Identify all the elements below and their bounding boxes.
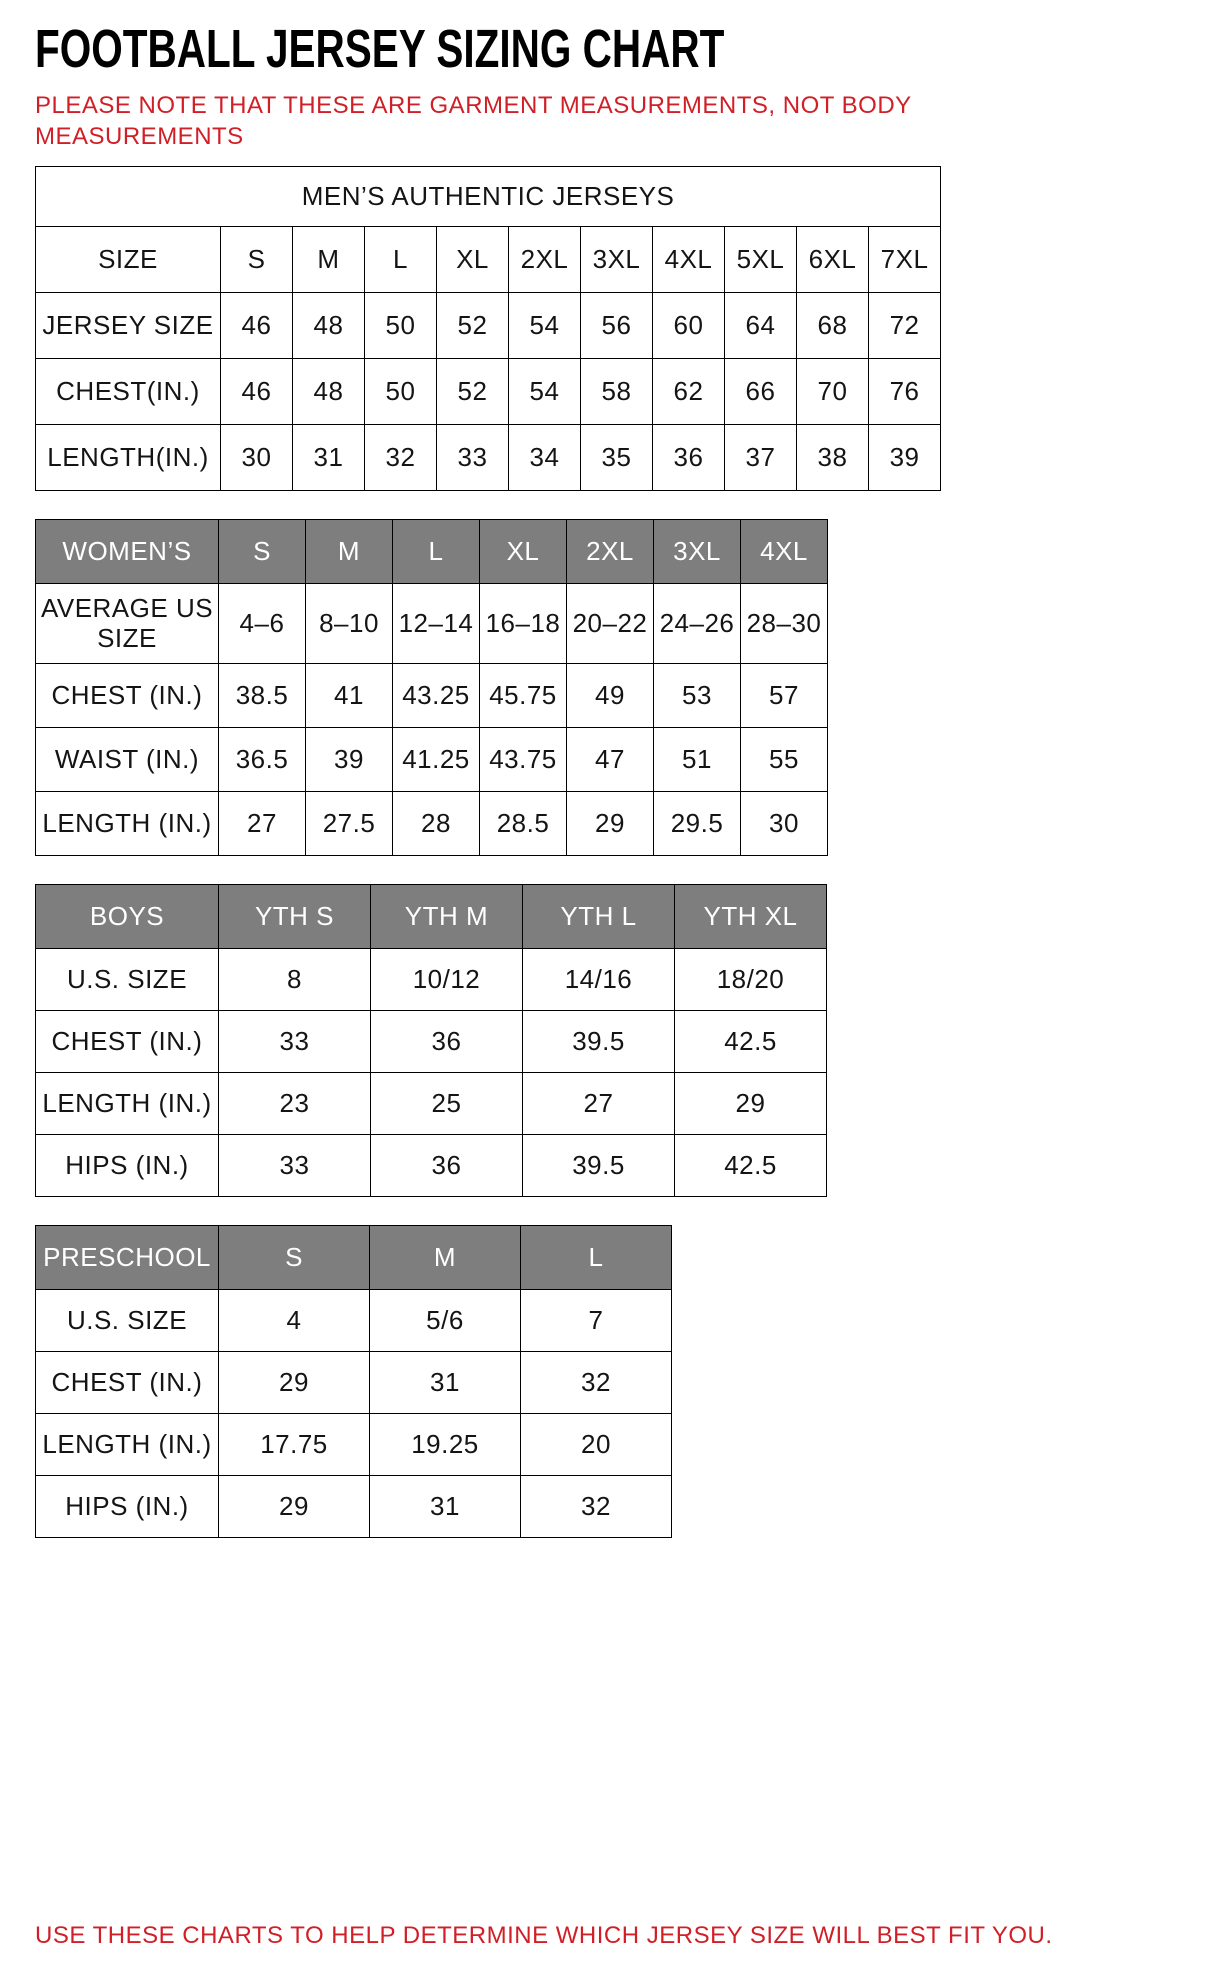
- size-cell: 50: [365, 293, 437, 359]
- column-header: 7XL: [869, 227, 941, 293]
- table-row: [36, 584, 828, 664]
- row-label: CHEST (IN.): [36, 1011, 219, 1073]
- preschool-sizing-table: [35, 1225, 672, 1538]
- mens-header-row: [36, 227, 941, 293]
- size-cell: 36: [653, 425, 725, 491]
- size-cell: 12–14: [393, 584, 480, 664]
- row-label: HIPS (IN.): [36, 1135, 219, 1197]
- size-cell: 39.5: [523, 1011, 675, 1073]
- size-cell: 51: [654, 728, 741, 792]
- size-cell: 36: [371, 1135, 523, 1197]
- column-header: M: [293, 227, 365, 293]
- table-row: [36, 1135, 827, 1197]
- column-header: L: [393, 520, 480, 584]
- size-cell: 66: [725, 359, 797, 425]
- size-cell: 7: [521, 1290, 672, 1352]
- size-cell: 27.5: [306, 792, 393, 856]
- size-cell: 25: [371, 1073, 523, 1135]
- size-cell: 36: [371, 1011, 523, 1073]
- row-label: WAIST (IN.): [36, 728, 219, 792]
- table-row: [36, 664, 828, 728]
- size-cell: 33: [219, 1135, 371, 1197]
- row-label: LENGTH (IN.): [36, 1414, 219, 1476]
- column-header: L: [365, 227, 437, 293]
- size-cell: 4–6: [219, 584, 306, 664]
- size-cell: 29: [567, 792, 654, 856]
- size-cell: 8–10: [306, 584, 393, 664]
- size-cell: 33: [437, 425, 509, 491]
- preschool-header-row: [36, 1226, 672, 1290]
- size-cell: 34: [509, 425, 581, 491]
- size-cell: 46: [221, 293, 293, 359]
- page-title: FOOTBALL JERSEY SIZING CHART: [35, 19, 725, 79]
- size-cell: 60: [653, 293, 725, 359]
- column-header: YTH XL: [675, 885, 827, 949]
- table-row: [36, 1414, 672, 1476]
- table-row: [36, 1352, 672, 1414]
- womens-sizing-table: [35, 519, 828, 856]
- size-cell: 27: [219, 792, 306, 856]
- size-cell: 68: [797, 293, 869, 359]
- column-header: 2XL: [509, 227, 581, 293]
- column-header: 4XL: [653, 227, 725, 293]
- table-row: [36, 1073, 827, 1135]
- table-row: [36, 728, 828, 792]
- size-cell: 36.5: [219, 728, 306, 792]
- mens-sizing-table: [35, 166, 941, 491]
- column-header: XL: [480, 520, 567, 584]
- row-label: LENGTH (IN.): [36, 792, 219, 856]
- size-cell: 35: [581, 425, 653, 491]
- size-cell: 8: [219, 949, 371, 1011]
- row-label: U.S. SIZE: [36, 1290, 219, 1352]
- size-cell: 30: [221, 425, 293, 491]
- size-cell: 39: [306, 728, 393, 792]
- table-row: [36, 425, 941, 491]
- size-cell: 39: [869, 425, 941, 491]
- size-cell: 33: [219, 1011, 371, 1073]
- column-header: S: [219, 520, 306, 584]
- size-cell: 42.5: [675, 1011, 827, 1073]
- column-header: XL: [437, 227, 509, 293]
- note-line-1: PLEASE NOTE THAT THESE ARE GARMENT MEASUREMENTS, NOT BODY: [35, 92, 912, 119]
- womens-header-row: [36, 520, 828, 584]
- column-header: S: [219, 1226, 370, 1290]
- size-cell: 28: [393, 792, 480, 856]
- row-label: CHEST(IN.): [36, 359, 221, 425]
- size-cell: 39.5: [523, 1135, 675, 1197]
- size-cell: 76: [869, 359, 941, 425]
- column-header: M: [370, 1226, 521, 1290]
- size-cell: 32: [521, 1352, 672, 1414]
- size-cell: 57: [741, 664, 828, 728]
- column-header: L: [521, 1226, 672, 1290]
- size-cell: 27: [523, 1073, 675, 1135]
- column-header: 2XL: [567, 520, 654, 584]
- column-header: 6XL: [797, 227, 869, 293]
- size-cell: 52: [437, 293, 509, 359]
- column-header: M: [306, 520, 393, 584]
- size-cell: 31: [370, 1476, 521, 1538]
- size-cell: 70: [797, 359, 869, 425]
- size-cell: 23: [219, 1073, 371, 1135]
- size-cell: 49: [567, 664, 654, 728]
- column-header: YTH M: [371, 885, 523, 949]
- size-cell: 56: [581, 293, 653, 359]
- row-label: LENGTH (IN.): [36, 1073, 219, 1135]
- size-cell: 29: [675, 1073, 827, 1135]
- size-cell: 54: [509, 359, 581, 425]
- size-cell: 32: [365, 425, 437, 491]
- size-cell: 29.5: [654, 792, 741, 856]
- size-cell: 58: [581, 359, 653, 425]
- table-row: [36, 949, 827, 1011]
- size-cell: 31: [293, 425, 365, 491]
- size-cell: 52: [437, 359, 509, 425]
- mens-table-banner: MEN’S AUTHENTIC JERSEYS: [36, 167, 941, 227]
- table-row: [36, 293, 941, 359]
- boys-sizing-table: [35, 884, 827, 1197]
- size-cell: 29: [219, 1352, 370, 1414]
- size-cell: 17.75: [219, 1414, 370, 1476]
- row-label: U.S. SIZE: [36, 949, 219, 1011]
- table-row: [36, 1476, 672, 1538]
- column-header: 3XL: [581, 227, 653, 293]
- size-cell: 32: [521, 1476, 672, 1538]
- size-cell: 47: [567, 728, 654, 792]
- size-cell: 20: [521, 1414, 672, 1476]
- column-header: SIZE: [36, 227, 221, 293]
- size-cell: 72: [869, 293, 941, 359]
- table-row: [36, 359, 941, 425]
- size-cell: 53: [654, 664, 741, 728]
- size-cell: 48: [293, 293, 365, 359]
- size-cell: 54: [509, 293, 581, 359]
- size-cell: 4: [219, 1290, 370, 1352]
- size-cell: 38: [797, 425, 869, 491]
- size-cell: 28.5: [480, 792, 567, 856]
- size-cell: 42.5: [675, 1135, 827, 1197]
- column-header: 3XL: [654, 520, 741, 584]
- row-label: JERSEY SIZE: [36, 293, 221, 359]
- row-label: CHEST (IN.): [36, 664, 219, 728]
- size-cell: 50: [365, 359, 437, 425]
- column-header: 4XL: [741, 520, 828, 584]
- size-cell: 28–30: [741, 584, 828, 664]
- table-row: [36, 792, 828, 856]
- note-text: [35, 90, 1185, 152]
- footer-text: USE THESE CHARTS TO HELP DETERMINE WHICH JERSEY SIZE WILL BEST FIT YOU.: [35, 1922, 1053, 1949]
- size-cell: 43.75: [480, 728, 567, 792]
- size-cell: 48: [293, 359, 365, 425]
- size-cell: 41: [306, 664, 393, 728]
- size-cell: 16–18: [480, 584, 567, 664]
- column-header: BOYS: [36, 885, 219, 949]
- size-cell: 5/6: [370, 1290, 521, 1352]
- size-cell: 62: [653, 359, 725, 425]
- size-cell: 24–26: [654, 584, 741, 664]
- size-cell: 31: [370, 1352, 521, 1414]
- row-label: HIPS (IN.): [36, 1476, 219, 1538]
- size-cell: 19.25: [370, 1414, 521, 1476]
- table-row: [36, 1290, 672, 1352]
- size-cell: 55: [741, 728, 828, 792]
- boys-header-row: [36, 885, 827, 949]
- size-cell: 10/12: [371, 949, 523, 1011]
- size-cell: 38.5: [219, 664, 306, 728]
- size-cell: 30: [741, 792, 828, 856]
- column-header: PRESCHOOL: [36, 1226, 219, 1290]
- column-header: YTH L: [523, 885, 675, 949]
- size-cell: 46: [221, 359, 293, 425]
- row-label: LENGTH(IN.): [36, 425, 221, 491]
- size-cell: 18/20: [675, 949, 827, 1011]
- size-cell: 14/16: [523, 949, 675, 1011]
- row-label: AVERAGE US SIZE: [36, 584, 219, 664]
- column-header: WOMEN’S: [36, 520, 219, 584]
- size-cell: 45.75: [480, 664, 567, 728]
- mens-banner-row: [36, 167, 941, 227]
- column-header: S: [221, 227, 293, 293]
- size-cell: 29: [219, 1476, 370, 1538]
- table-row: [36, 1011, 827, 1073]
- row-label: CHEST (IN.): [36, 1352, 219, 1414]
- note-line-2: MEASUREMENTS: [35, 123, 244, 150]
- size-cell: 64: [725, 293, 797, 359]
- size-cell: 20–22: [567, 584, 654, 664]
- size-cell: 37: [725, 425, 797, 491]
- column-header: 5XL: [725, 227, 797, 293]
- size-cell: 43.25: [393, 664, 480, 728]
- column-header: YTH S: [219, 885, 371, 949]
- size-cell: 41.25: [393, 728, 480, 792]
